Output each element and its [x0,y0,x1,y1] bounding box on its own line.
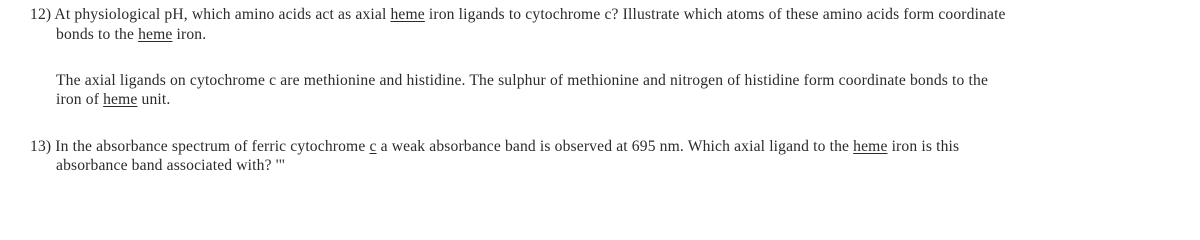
underlined-term: heme [103,91,138,108]
question-13-line-1 [30,138,959,156]
text-segment: iron is this [887,138,960,155]
question-12-line-1 [30,6,1006,24]
question-12-line-2 [56,26,206,44]
text-segment: unit. [137,91,171,108]
text-segment: 12) At physiological pH, which amino acids act as axial [30,6,391,23]
question-13-line-2 [56,157,285,175]
text-segment: absorbance band associated with? '" [56,157,286,174]
answer-12-line-1 [56,72,988,90]
text-segment: iron of [56,91,104,108]
text-segment: a weak absorbance band is observed at 695 nm. Which axial ligand to the [376,138,854,155]
underlined-term: heme [853,138,888,155]
answer-12-line-2 [56,91,170,109]
underlined-term: heme [138,26,173,43]
text-segment: The axial ligands on cytochrome c are methionine and histidine. The sulphur of methionine and nitrogen of histidine form coordinate bonds to the [56,72,989,89]
text-segment: bonds to the [56,26,139,43]
underlined-term: heme [390,6,425,23]
underlined-term: c [369,138,377,155]
text-segment: 13) In the absorbance spectrum of ferric cytochrome [30,138,370,155]
text-segment: iron ligands to cytochrome c? Illustrate which atoms of these amino acids form coordinate [424,6,1006,23]
text-segment: iron. [172,26,207,43]
